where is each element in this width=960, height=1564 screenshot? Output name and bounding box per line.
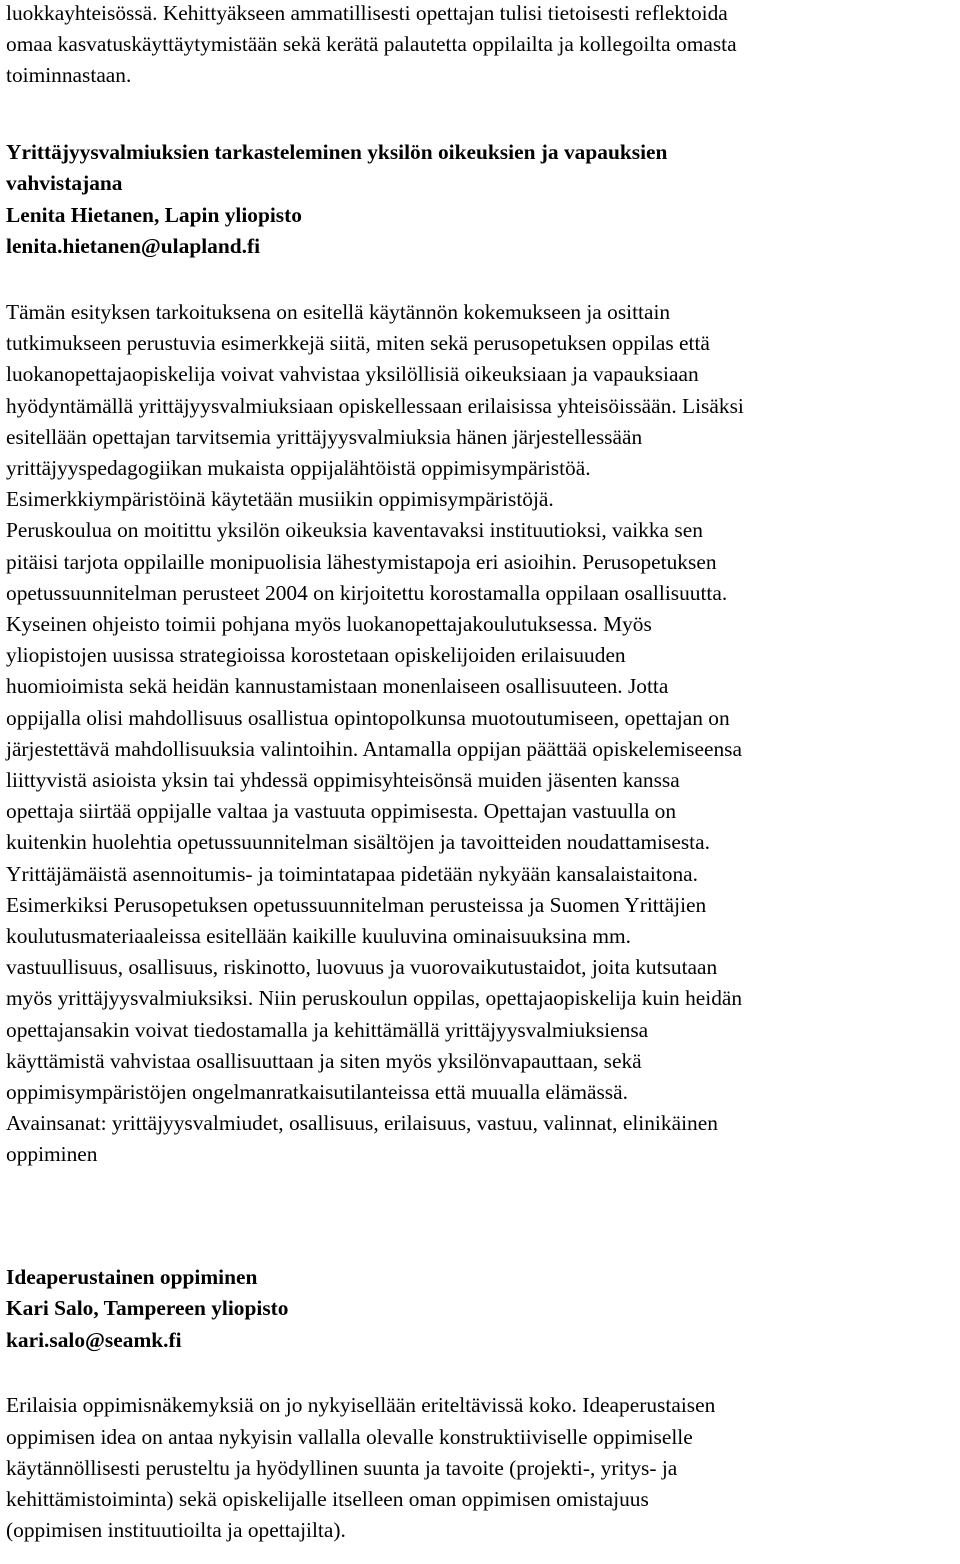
section-1-abstract-line: esitellään opettajan tarvitsemia yrittäjyysvalmiuksia hänen järjestellessään	[6, 424, 643, 449]
section-2-abstract-line: (oppimisen instituutioilta ja opettajilta).	[6, 1518, 346, 1543]
section-2-title: Ideaperustainen oppiminen	[6, 1264, 258, 1289]
section-1-title-line-1: Yrittäjyysvalmiuksien tarkasteleminen yksilön oikeuksien ja vapauksien	[6, 139, 668, 164]
section-1-header	[6, 137, 956, 263]
section-1-abstract-line: Peruskoulua on moitittu yksilön oikeuksia kaventavaksi instituutioksi, vaikka sen	[6, 518, 703, 543]
section-1-abstract-line: opettaja siirtää oppijalle valtaa ja vastuuta oppimisesta. Opettajan vastuulla on	[6, 799, 677, 824]
intro-fragment	[6, 0, 956, 92]
section-1-abstract-line: Yrittäjämäistä asennoitumis- ja toimintatapaa pidetään nykyään kansalaistaitona.	[6, 861, 698, 886]
section-1-abstract-line: opettajansakin voivat tiedostamalla ja kehittämällä yrittäjyysvalmiuksiensa	[6, 1017, 649, 1042]
section-1-abstract-line: järjestettävä mahdollisuuksia valintoihin. Antamalla oppijan päättää opiskelemiseensa	[6, 736, 742, 761]
section-1-abstract-line: myös yrittäjyysvalmiuksiksi. Niin peruskoulun oppilas, opettajaopiskelija kuin heidän	[6, 986, 743, 1011]
section-1-abstract-line: huomioimista sekä heidän kannustamistaan monenlaiseen osallisuuteen. Jotta	[6, 674, 669, 699]
section-1-abstract-line: vastuullisuus, osallisuus, riskinotto, luovuus ja vuorovaikutustaidot, joita kutsutaan	[6, 955, 718, 980]
section-1-abstract-line: kuitenkin huolehtia opetussuunnitelman sisältöjen ja tavoitteiden noudattamisesta.	[6, 830, 710, 855]
section-2-header	[6, 1262, 956, 1357]
section-1-abstract-line: oppiminen	[6, 1142, 98, 1167]
section-1-abstract-line: Kyseinen ohjeisto toimii pohjana myös luokanopettajakoulutuksessa. Myös	[6, 612, 652, 637]
section-1-abstract-line: hyödyntämällä yrittäjyysvalmiuksiaan opiskellessaan erilaisissa yhteisöissään. Lisäksi	[6, 393, 744, 418]
section-2-abstract-line: kehittämistoiminta) sekä opiskelijalle itselleen oman oppimisen omistajuus	[6, 1487, 649, 1512]
document-page	[6, 0, 956, 1546]
section-1-abstract-line: käyttämistä vahvistaa osallisuuttaan ja siten myös yksilönvapauttaan, sekä	[6, 1048, 642, 1073]
section-2-abstract-line: Erilaisia oppimisnäkemyksiä on jo nykyisellään eriteltävissä koko. Ideaperustaisen	[6, 1393, 716, 1418]
section-2-email: kari.salo@seamk.fi	[6, 1327, 182, 1352]
intro-line: luokkayhteisössä. Kehittyäkseen ammatillisesti opettajan tulisi tietoisesti reflektoida	[6, 1, 728, 25]
section-1-abstract	[6, 297, 956, 1171]
intro-line: toiminnastaan.	[6, 63, 132, 88]
section-1-abstract-line: yrittäjyyspedagogiikan mukaista oppijalähtöistä oppimisympäristöä.	[6, 456, 591, 480]
section-1-title-line-2: vahvistajana	[6, 171, 123, 196]
section-1-abstract-line: luokanopettajaopiskelija voivat vahvistaa yksilöllisiä oikeuksiaan ja vapauksiaan	[6, 362, 699, 387]
section-2-abstract-line: käytännöllisesti perusteltu ja hyödyllinen suunta ja tavoite (projekti-, yritys- ja	[6, 1455, 678, 1480]
section-1-abstract-line: oppijalla olisi mahdollisuus osallistua opintopolkunsa muotoutumiseen, opettajan on	[6, 705, 730, 730]
section-1-abstract-line: koulutusmateriaaleissa esitellään kaikille kuuluvina ominaisuuksina mm.	[6, 924, 631, 949]
section-2-abstract	[6, 1390, 956, 1546]
section-1-email: lenita.hietanen@ulapland.fi	[6, 234, 261, 259]
section-2-abstract-line: oppimisen idea on antaa nykyisin vallalla olevalle konstruktiiviselle oppimiselle	[6, 1424, 693, 1449]
section-1-abstract-line: oppimisympäristöjen ongelmanratkaisutilanteissa että muualla elämässä.	[6, 1080, 628, 1105]
section-1-abstract-line: Avainsanat: yrittäjyysvalmiudet, osallisuus, erilaisuus, vastuu, valinnat, elinikäinen	[6, 1111, 718, 1136]
section-1-author: Lenita Hietanen, Lapin yliopisto	[6, 202, 302, 227]
intro-line: omaa kasvatuskäyttäytymistään sekä kerätä palautetta oppilailta ja kollegoilta omasta	[6, 32, 737, 57]
section-1-abstract-line: yliopistojen uusissa strategioissa korostetaan opiskelijoiden erilaisuuden	[6, 643, 626, 668]
section-1-abstract-line: Esimerkkiympäristöinä käytetään musiikin oppimisympäristöjä.	[6, 487, 554, 512]
section-1-abstract-line: Esimerkiksi Perusopetuksen opetussuunnitelman perusteissa ja Suomen Yrittäjien	[6, 892, 707, 917]
section-2-author: Kari Salo, Tampereen yliopisto	[6, 1296, 289, 1321]
section-1-abstract-line: pitäisi tarjota oppilaille monipuolisia lähestymistapoja eri asioihin. Perusopetuksen	[6, 549, 717, 574]
section-1-abstract-line: tutkimukseen perustuvia esimerkkejä siitä, miten sekä perusopetuksen oppilas että	[6, 331, 710, 356]
section-1-abstract-line: opetussuunnitelman perusteet 2004 on kirjoitettu korostamalla oppilaan osallisuutta.	[6, 580, 728, 605]
section-1-abstract-line: liittyvistä asioista yksin tai yhdessä oppimisyhteisönsä muiden jäsenten kanssa	[6, 768, 680, 793]
section-1-abstract-line: Tämän esityksen tarkoituksena on esitellä käytännön kokemukseen ja osittain	[6, 299, 671, 324]
